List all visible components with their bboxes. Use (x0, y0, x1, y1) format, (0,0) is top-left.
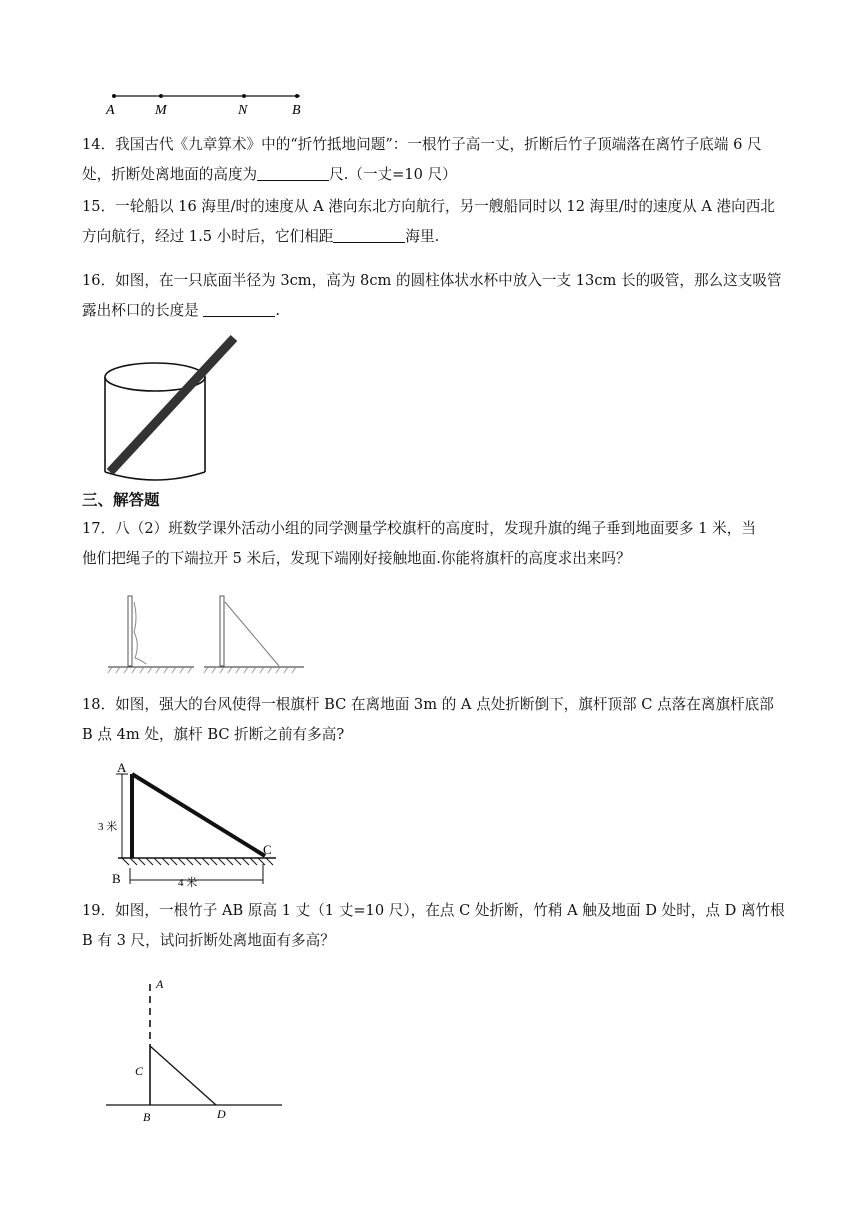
q19-line1: 19．如图，一根竹子 AB 原高 1 丈（1 丈=10 尺），在点 C 处折断，竹稍 A 触及地面 D 处时，点 D 离竹根 (82, 902, 785, 919)
point-c-label: C (135, 1064, 144, 1078)
q16-answer-blank[interactable] (203, 302, 275, 317)
q14-line2a: 处，折断处离地面的高度为 (82, 166, 258, 183)
point-c-label: C (263, 842, 272, 857)
point-a-label: A (106, 103, 115, 118)
question-18 (82, 690, 810, 750)
length-3-label: 3 米 (98, 821, 118, 833)
q19-line2: B 有 3 尺，试问折断处离地面有多高？ (82, 932, 335, 949)
q18-line2: B 点 4m 处，旗杆 BC 折断之前有多高? (82, 726, 345, 743)
q15-line2b: 海里. (405, 228, 440, 245)
q17-line1: 17．八（2）班数学课外活动小组的同学测量学校旗杆的高度时，发现升旗的绳子垂到地面要多 1 米，当 (82, 520, 756, 537)
broken-flagpole-figure (100, 760, 290, 894)
point-a-label: A (117, 760, 127, 775)
section-heading: 三、解答题 (82, 491, 160, 509)
straw (110, 338, 234, 472)
broken-bamboo-figure (100, 974, 290, 1126)
q15-line2a: 方向航行，经过 1.5 小时后，它们相距 (82, 228, 334, 245)
point-d-label: D (217, 1107, 226, 1121)
q15-line1: 15．一轮船以 16 海里/时的速度从 A 港向东北方向航行，另一艘船同时以 12 海里/时的速度从 A 港向西北 (82, 198, 775, 215)
question-14 (82, 130, 810, 190)
q17-line2: 他们把绳子的下端拉开 5 米后，发现下端刚好接触地面.你能将旗杆的高度求出来吗？ (82, 550, 631, 567)
question-19 (82, 896, 810, 956)
question-17 (82, 514, 810, 574)
point-n-label: N (238, 103, 248, 118)
point-b-label: B (292, 103, 301, 118)
point-m-label: M (155, 103, 167, 118)
q16-line2b: . (275, 302, 281, 319)
q14-line1: 14．我国古代《九章算术》中的“折竹抵地问题”：一根竹子高一丈，折断后竹子顶端落在离竹子底端 6 尺 (82, 136, 762, 153)
point-b-label: B (112, 871, 121, 886)
cylinder-straw-figure (100, 332, 250, 482)
question-16 (82, 266, 810, 326)
point-b-label: B (143, 1110, 151, 1124)
question-15 (82, 192, 810, 252)
point-a-label: A (156, 977, 164, 991)
q15-answer-blank[interactable] (333, 228, 405, 243)
q14-answer-blank[interactable] (257, 166, 329, 181)
q18-line1: 18．如图，强大的台风使得一根旗杆 BC 在离地面 3m 的 A 点处折断倒下，旗杆顶部 C 点落在离旗杆底部 (82, 696, 774, 713)
segment-figure-amnb (100, 86, 320, 120)
q16-line1: 16．如图，在一只底面半径为 3cm，高为 8cm 的圆柱体状水杯中放入一支 13cm 长的吸管，那么这支吸管 (82, 272, 782, 289)
length-4-label: 4 米 (178, 877, 198, 889)
flagpole-rope-figure (104, 588, 314, 678)
q14-line2b: 尺.（一丈=10 尺） (329, 166, 457, 183)
q16-line2a: 露出杯口的长度是 (82, 302, 204, 319)
